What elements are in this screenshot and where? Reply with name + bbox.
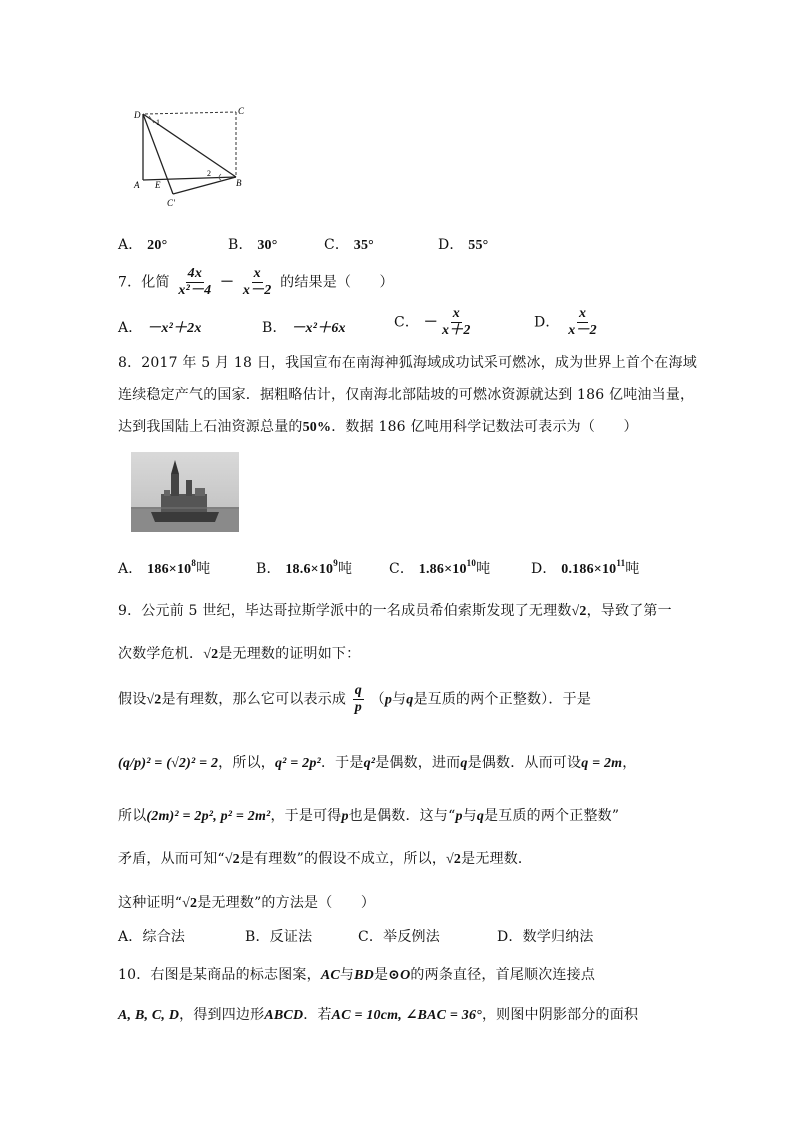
q8-line-2: 连续稳定产气的国家．据粗略估计，仅南海北部陆坡的可燃冰资源就达到 186 亿吨油当量， bbox=[118, 387, 695, 403]
q9-line-4: (q/p)² = (√2)² = 2，所以，q² = 2p²．于是q²是偶数，进而q是偶数．从而可设q = 2m， bbox=[118, 755, 637, 771]
q8-option-d[interactable]: D． $0.186\times 10^{11}$吨 bbox=[531, 558, 640, 577]
q9-option-d[interactable]: D．数学归纳法 bbox=[497, 929, 594, 945]
q7-stem: 7．化简 $\frac{4x}{\text{x²－4}}$ － $\frac{x}{x-2}$ 的结果是（ ） bbox=[118, 266, 394, 298]
q9-line-3: 假设√2是有理数，那么它可以表示成 $\frac{q}{p}$ （p与q是互质的两个正整数）．于是 bbox=[118, 683, 592, 715]
q10-line-1: 10．右图是某商品的标志图案，AC与BD是⊙O的两条直径，首尾顺次连接点 bbox=[118, 967, 596, 983]
q9-option-c[interactable]: C．举反例法 bbox=[358, 929, 440, 945]
label-D: D bbox=[134, 110, 141, 120]
q9-option-b[interactable]: B．反证法 bbox=[245, 929, 313, 945]
q6-option-b[interactable]: B． 30° bbox=[228, 237, 278, 253]
q9-line-6: 矛盾，从而可知“√2是有理数”的假设不成立，所以，√2是无理数． bbox=[118, 851, 533, 867]
label-angle-1: 1 bbox=[156, 118, 160, 127]
q6-option-a[interactable]: A． 20° bbox=[118, 237, 168, 253]
q6-option-c[interactable]: C． 35° bbox=[324, 237, 374, 253]
q9-option-a[interactable]: A．综合法 bbox=[118, 929, 186, 945]
q8-line-1: 8．2017 年 5 月 18 日，我国宣布在南海神狐海域成功试采可燃冰，成为世界上首个在海域 bbox=[118, 355, 697, 371]
q10-line-2: A, B, C, D，得到四边形ABCD．若AC = 10cm, ∠BAC = 36°，则图中阴影部分的面积 bbox=[118, 1007, 639, 1023]
q9-line-7: 这种证明“√2是无理数”的方法是（ ） bbox=[118, 895, 376, 911]
label-B: B bbox=[236, 178, 242, 188]
label-E: E bbox=[155, 180, 161, 190]
label-C: C bbox=[238, 106, 245, 116]
q8-option-a[interactable]: A． $186\times 10^8$吨 bbox=[118, 558, 211, 577]
geometry-figure-q6 bbox=[125, 102, 275, 212]
q9-line-1: 9．公元前 5 世纪，毕达哥拉斯学派中的一名成员希伯索斯发现了无理数√2，导致了第一 bbox=[118, 603, 672, 619]
label-C-prime: C' bbox=[167, 198, 175, 208]
q8-option-b[interactable]: B． $18.6\times 10^9$吨 bbox=[256, 558, 353, 577]
q7-option-a[interactable]: A． －x²＋2x bbox=[118, 320, 202, 336]
q6-option-d[interactable]: D． 55° bbox=[438, 237, 489, 253]
q7-option-c[interactable]: C． － $\frac{x}{x+2}$ bbox=[394, 306, 471, 338]
q9-line-2: 次数学危机．√2是无理数的证明如下： bbox=[118, 646, 361, 662]
drilling-platform-photo bbox=[131, 452, 239, 532]
label-A: A bbox=[134, 180, 140, 190]
q9-line-5: 所以(2m)² = 2p², p² = 2m²，于是可得p也是偶数．这与“p与q是互质的两个正整数” bbox=[118, 808, 620, 824]
label-angle-2: 2 bbox=[207, 169, 211, 178]
q7-fraction-1: $\frac{4x}{\text{x²－4}}$ bbox=[178, 266, 212, 298]
q7-fraction-2: $\frac{x}{x-2}$ bbox=[242, 266, 272, 298]
q7-option-b[interactable]: B． －x²＋6x bbox=[262, 320, 346, 336]
q8-line-3: 达到我国陆上石油资源总量的50%．数据 186 亿吨用科学记数法可表示为（ ） bbox=[118, 419, 638, 435]
q8-option-c[interactable]: C． $1.86\times 10^{10}$吨 bbox=[389, 558, 491, 577]
q7-option-d[interactable]: D． $\frac{x}{x-2}$ bbox=[534, 306, 597, 338]
